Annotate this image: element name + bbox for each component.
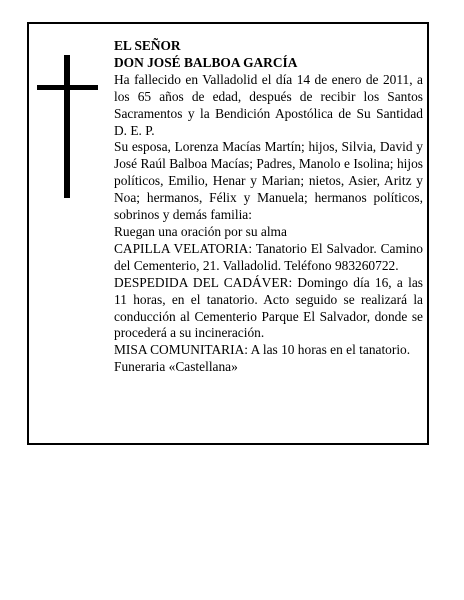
cross-vertical-bar (64, 55, 70, 198)
notice-farewell: DESPEDIDA DEL CADÁVER: Domingo día 16, a las 11 horas, en el tanatorio. Acto seguido se realizará la conducción al Cementerio Parque El Salvador, donde se procederá a su incineración. (114, 274, 423, 341)
notice-heading-name: DON JOSÉ BALBOA GARCÍA (114, 54, 298, 70)
notice-prayer: Ruegan una oración por su alma (114, 223, 287, 239)
notice-family-paragraph: Su esposa, Lorenza Macías Martín; hijos, Silvia, David y José Raúl Balboa Macías; Padres, Manolo e Isolina; hijos políticos, Emilio, Henar y Marian; nietos, Asier, Aritz y Noa; hermanos, Félix y Manuela; hermanos políticos, sobrinos y demás familia: (114, 139, 423, 223)
notice-text (114, 38, 423, 376)
latin-cross-icon (37, 55, 98, 198)
notice-mass: MISA COMUNITARIA: A las 10 horas en el tanatorio. (114, 342, 411, 358)
notice-death-paragraph: Ha fallecido en Valladolid el día 14 de enero de 2011, a los 65 años de edad, después de recibir los Santos Sacramentos y la Bendición Apostólica de Su Santidad D. E. P. (114, 71, 423, 138)
notice-heading-title: EL SEÑOR (114, 38, 181, 53)
cross-horizontal-bar (37, 85, 98, 90)
notice-funeral-home: Funeraria «Castellana» (114, 359, 238, 375)
notice-chapel: CAPILLA VELATORIA: Tanatorio El Salvador. Camino del Cementerio, 21. Valladolid. Teléfono 983260722. (114, 240, 423, 273)
